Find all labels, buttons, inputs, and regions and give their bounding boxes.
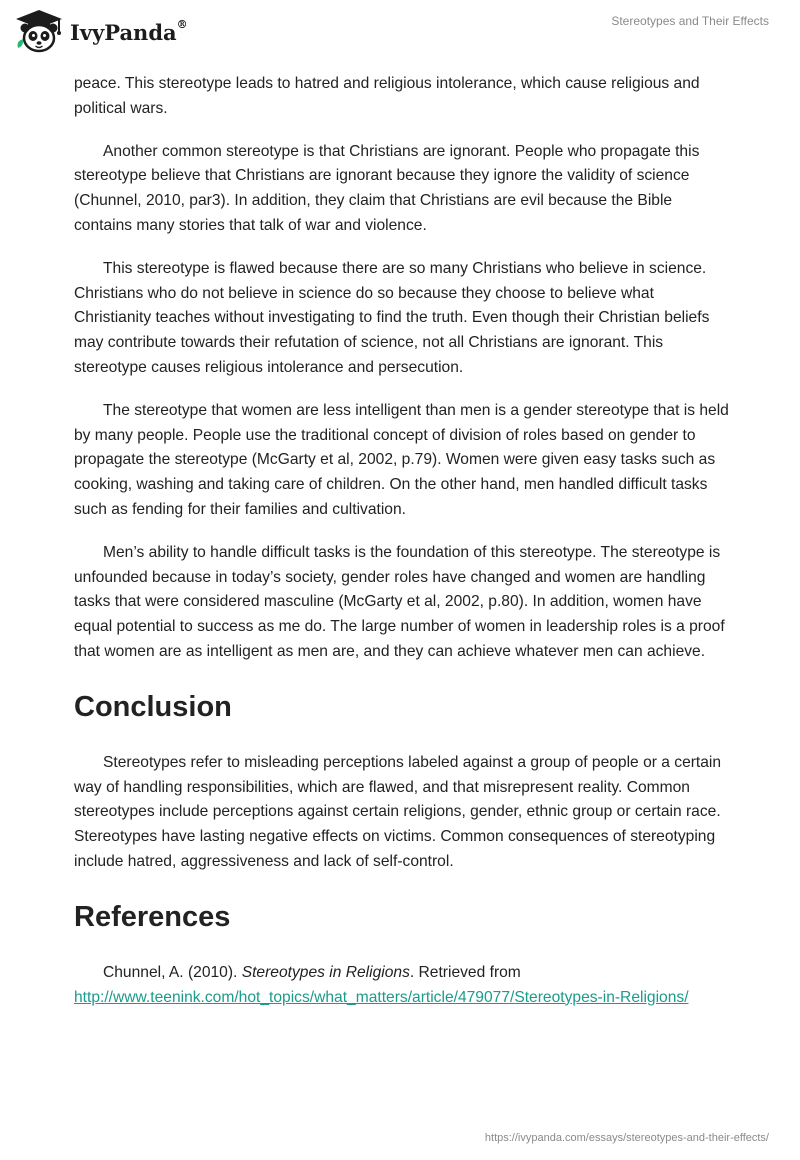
- paragraph: Men’s ability to handle difficult tasks is the foundation of this stereotype. The stereotype is unfounded because in today’s society, gender roles have changed and women are handling tasks that were considered masculine (McGarty et al, 2002, p.80). In addition, women have equal potential to success as me do. The large number of women in leadership roles is a proof that women are as intelligent as men are, and they can achieve whatever men can achieve.: [74, 543, 725, 660]
- footer-url: https://ivypanda.com/essays/stereotypes-and-their-effects/: [484, 1132, 769, 1144]
- essay-body: [74, 72, 734, 1010]
- paragraph: Another common stereotype is that Christians are ignorant. People who propagate this stereotype believe that Christians are ignorant because they ignore the validity of science (Chunnel, 2010, par3). In addition, they claim that Christians are evil because the Bible contains many stories that talk of war and violence.: [74, 142, 700, 234]
- conclusion-paragraph: Stereotypes refer to misleading perceptions labeled against a group of people or a certain way of handling responsibilities, which are flawed, and that misrepresent reality. Common stereotypes include perceptions against certain religions, gender, ethnic group or certain race. Stereotypes have lasting negative effects on victims. Common consequences of stereotyping include hatred, aggressiveness and lack of self-control.: [74, 753, 722, 870]
- paragraph: This stereotype is flawed because there are so many Christians who believe in science. Christians who do not believe in science do so because they choose to believe what Christianity teaches without investigating to find the truth. Even though their Christian beliefs may contribute towards their refutation of science, not all Christians are ignorant. This stereotype causes religious intolerance and persecution.: [74, 259, 710, 376]
- paragraph: The stereotype that women are less intelligent than men is a gender stereotype that is held by many people. People use the traditional concept of division of roles based on gender to propagate the stereotype (McGarty et al, 2002, p.79). Women were given easy tasks such as cooking, washing and taking care of children. On the other hand, men handled difficult tasks such as fending for their families and cultivation.: [74, 401, 729, 518]
- paragraph: peace. This stereotype leads to hatred and religious intolerance, which cause religious and political wars.: [74, 75, 700, 117]
- document-title: Stereotypes and Their Effects: [611, 14, 769, 28]
- reference-link[interactable]: http://www.teenink.com/hot_topics/what_matters/article/479077/Stereotypes-in-Religions/: [74, 988, 689, 1006]
- reference-suffix: . Retrieved from: [409, 963, 521, 981]
- brand-name: IvyPanda®: [70, 17, 188, 45]
- ivypanda-logo[interactable]: [14, 8, 188, 54]
- reference-prefix: Chunnel, A. (2010).: [103, 963, 242, 981]
- page-header: [0, 0, 800, 70]
- reference-entry: [74, 961, 734, 1011]
- reference-title: Stereotypes in Religions: [241, 963, 410, 981]
- references-heading: References: [74, 900, 231, 933]
- panda-graduate-icon: [14, 8, 64, 54]
- conclusion-heading: Conclusion: [74, 690, 232, 723]
